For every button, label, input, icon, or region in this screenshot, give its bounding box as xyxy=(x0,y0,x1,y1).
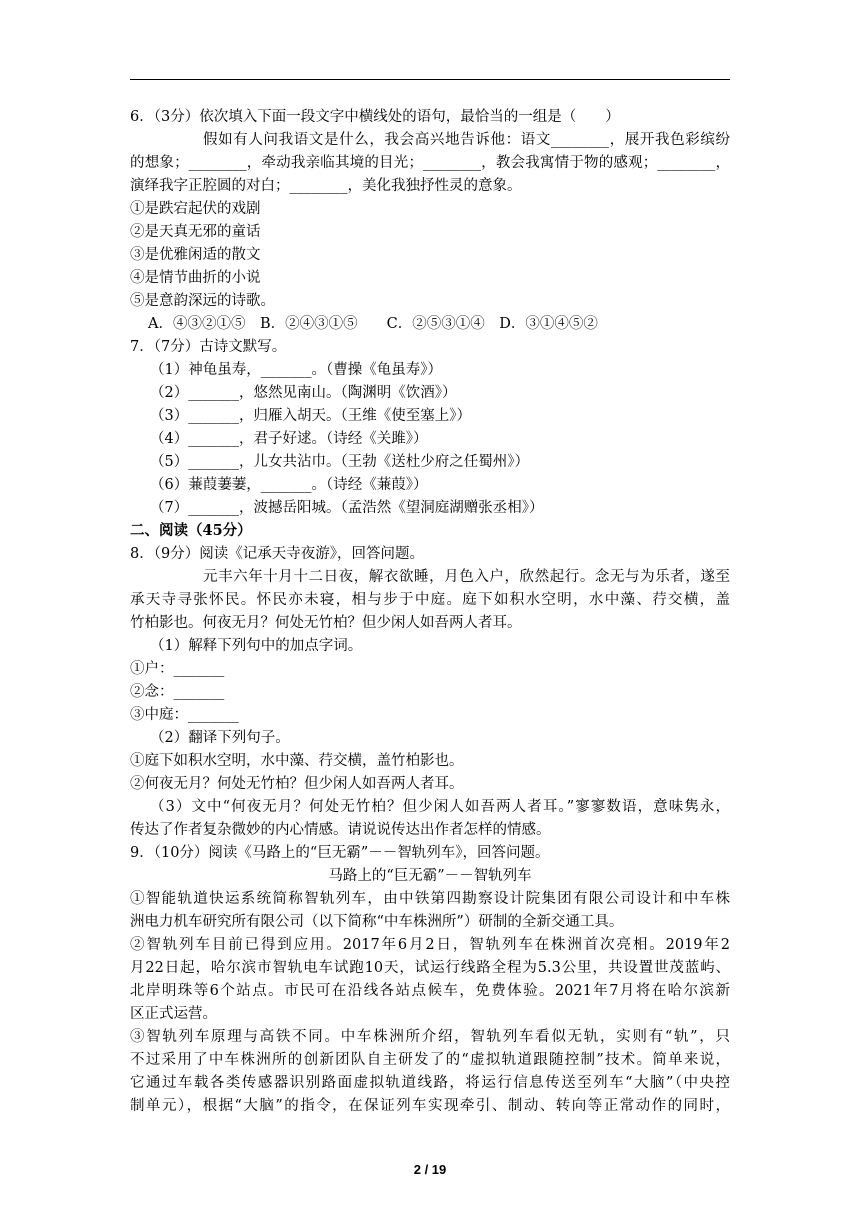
q8-subquestion: （2）翻译下列句子。 xyxy=(150,730,290,746)
q9-article-line: 它通过车载各类传感器识别路面虚拟轨道线路，将运行信息传送至列车“大脑”（中央控 xyxy=(130,1075,730,1091)
q6-item: ④是情节曲折的小说 xyxy=(130,270,261,286)
q9-article-line: ①智能轨道快运系统简称智轨列车，由中铁第四勘察设计院集团有限公司设计和中车株 xyxy=(130,891,730,907)
q9-article-line: 洲电力机车研究所有限公司（以下简称“中车株洲所”）研制的全新交通工具。 xyxy=(130,914,624,930)
q9-article-title: 马路上的“巨无霸”－－智轨列车 xyxy=(328,868,532,884)
q7-line: （7）_______，波撼岳阳城。（孟浩然《望洞庭湖赠张丞相》） xyxy=(150,500,544,516)
q8-word: ②念：_______ xyxy=(130,684,225,700)
q6-item: ①是跌宕起伏的戏剧 xyxy=(130,201,261,217)
q6-paragraph-line: 演绎我字正腔圆的对白；________，美化我独抒性灵的意象。 xyxy=(130,178,522,194)
q7-line: （1）神龟虽寿，_______。（曹操《龟虽寿》） xyxy=(150,362,442,378)
q8-word: ③中庭：_______ xyxy=(130,707,239,723)
q6-item: ⑤是意韵深远的诗歌。 xyxy=(130,293,275,309)
q9-article-line: 不过采用了中车株洲所的创新团队自主研发了的“虚拟轨道跟随控制”技术。简单来说， xyxy=(130,1052,730,1068)
q6-item: ②是天真无邪的童话 xyxy=(130,224,261,240)
q6-choices: A．④③②①⑤ B．②④③①⑤ C．②⑤③①④ D．③①④⑤② xyxy=(148,316,598,332)
q8-word: ①户：_______ xyxy=(130,661,225,677)
q7-line: （2）_______，悠然见南山。（陶渊明《饮酒》） xyxy=(150,385,457,401)
q9-article-line: 月22日起，哈尔滨市智轨电车试跑10天，试运行线路全程为5.3公里，共设置世茂蓝屿、 xyxy=(130,960,730,976)
q7-line: （4）_______，君子好逑。（诗经《关雎》） xyxy=(150,431,428,447)
q9-article-line: ②智轨列车目前已得到应用。2017年6月2日，智轨列车在株洲首次亮相。2019年2 xyxy=(130,937,730,953)
q6-paragraph-line: 假如有人问我语文是什么，我会高兴地告诉他：语文________，展开我色彩缤纷 xyxy=(203,132,730,148)
q9-article-line: 区正式运营。 xyxy=(130,1006,217,1022)
q9-article-line: 制单元），根据“大脑”的指令，在保证列车实现牵引、制动、转向等正常动作的同时， xyxy=(130,1098,730,1114)
q7-line: （5）_______，儿女共沾巾。（王勃《送杜少府之任蜀州》） xyxy=(150,454,529,470)
header-rule xyxy=(130,79,730,80)
q8-text-line: 承天寺寻张怀民。怀民亦未寝，相与步于中庭。庭下如积水空明，水中藻、荇交横，盖 xyxy=(130,592,730,608)
q8-text-line: 竹柏影也。何夜无月？何处无竹柏？但少闲人如吾两人者耳。 xyxy=(130,615,522,631)
q8-subquestion: （1）解释下列句中的加点字词。 xyxy=(150,638,363,654)
q8-subquestion: 传达了作者复杂微妙的内心情感。请说说传达出作者怎样的情感。 xyxy=(130,822,551,838)
q8-stem: 8．（9分）阅读《记承天寺夜游》，回答问题。 xyxy=(130,546,424,562)
q8-subquestion: （3）文中“何夜无月？何处无竹柏？但少闲人如吾两人者耳。”寥寥数语，意味隽永， xyxy=(150,799,730,815)
q6-stem: 6．（3分）依次填入下面一段文字中横线处的语句，最恰当的一组是（ ） xyxy=(130,109,620,125)
q8-translate-line: ①庭下如积水空明，水中藻、荇交横，盖竹柏影也。 xyxy=(130,753,464,769)
q6-item: ③是优雅闲适的散文 xyxy=(130,247,261,263)
q7-stem: 7．（7分）古诗文默写。 xyxy=(130,339,287,355)
page-number: 2 / 19 xyxy=(413,1162,447,1177)
q9-article-line: 北岸明珠等6个站点。市民可在沿线各站点候车，免费体验。2021年7月将在哈尔滨新 xyxy=(130,983,730,999)
q7-line: （6）蒹葭萋萋，_______。（诗经《蒹葭》） xyxy=(150,477,428,493)
q9-article-line: ③智轨列车原理与高铁不同。中车株洲所介绍，智轨列车看似无轨，实则有“轨”，只 xyxy=(130,1029,730,1045)
q9-stem: 9．（10分）阅读《马路上的“巨无霸”－－智轨列车》，回答问题。 xyxy=(130,845,550,861)
q8-text-line: 元丰六年十月十二日夜，解衣欲睡，月色入户，欣然起行。念无与为乐者，遂至 xyxy=(203,569,730,585)
q8-translate-line: ②何夜无月？何处无竹柏？但少闲人如吾两人者耳。 xyxy=(130,776,464,792)
q6-paragraph-line: 的想象；________，牵动我亲临其境的目光；________，教会我寓情于物的感观；________， xyxy=(130,155,730,171)
section-heading: 二、阅读（45分） xyxy=(130,522,252,539)
q7-line: （3）_______，归雁入胡天。（王维《使至塞上》） xyxy=(150,408,471,424)
